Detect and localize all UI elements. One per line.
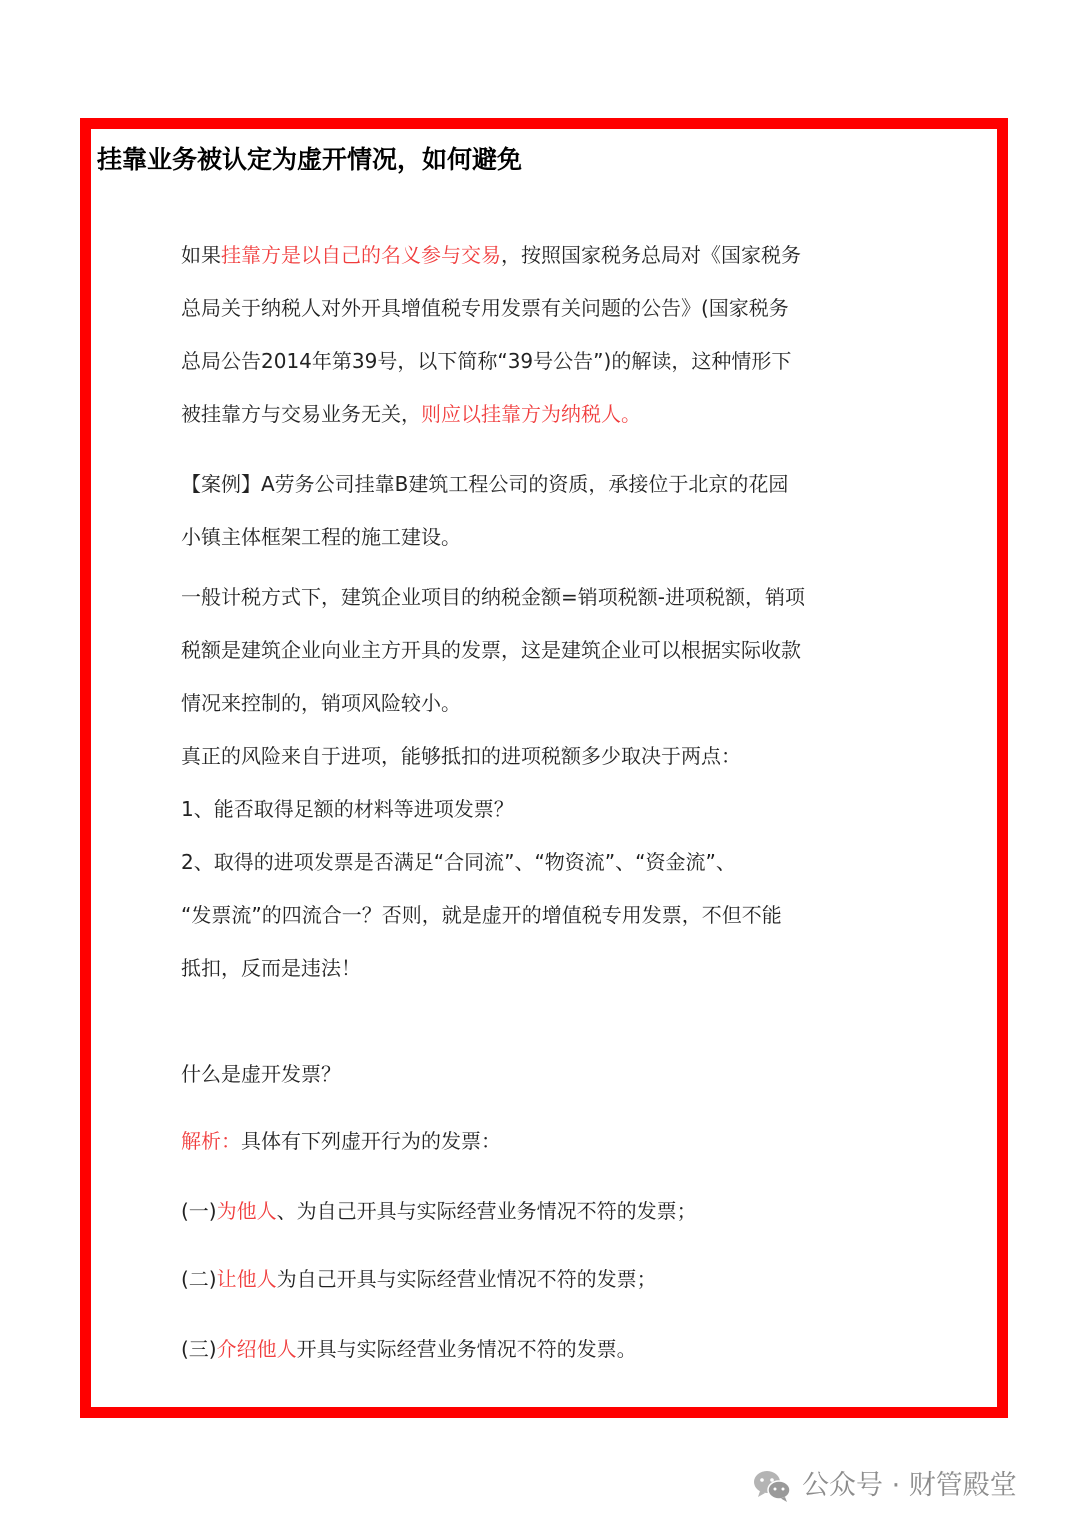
list-item [181,1333,637,1365]
list-item-text: 开具与实际经营业务情况不符的发票。 [296,1337,637,1361]
case-line-1: 【案例】A劳务公司挂靠B建筑工程公司的资质，承接位于北京的花园 [181,472,789,496]
paragraph-1-line-3: 总局公告2014年第39号，以下简称“39号公告”)的解读，这种情形下 [181,349,792,373]
paragraph-1-line-2: 总局关于纳税人对外开具增值税专用发票有关问题的公告》(国家税务 [181,296,789,320]
list-item-prefix: (二) [181,1267,217,1291]
highlight-text: 则应以挂靠方为纳税人。 [421,402,641,426]
document-title: 挂靠业务被认定为虚开情况，如何避免 [97,145,523,174]
point-1: 1、能否取得足额的材料等进项发票？ [181,797,514,821]
analysis-label: 解析： [181,1129,241,1153]
paragraph-3: 真正的风险来自于进项，能够抵扣的进项税额多少取决于两点： [181,744,741,768]
analysis-text: 具体有下列虚开行为的发票： [241,1129,501,1153]
point-2-line-2: “发票流”的四流合一？否则，就是虚开的增值税专用发票，不但不能 [181,903,782,927]
paragraph-1-line-1 [181,239,801,271]
list-item [181,1195,697,1227]
point-2-line-3: 抵扣，反而是违法！ [181,956,361,980]
list-item-text: 为自己开具与实际经营业情况不符的发票； [276,1267,657,1291]
paragraph-2-line-3: 情况来控制的，销项风险较小。 [181,691,461,715]
list-item-prefix: (三) [181,1337,217,1361]
list-item-text: 、为自己开具与实际经营业务情况不符的发票； [276,1199,697,1223]
case-line-2: 小镇主体框架工程的施工建设。 [181,525,461,549]
watermark-text: 公众号 · 财管殿堂 [802,1470,1017,1501]
paragraph-1-line-4 [181,398,641,430]
wechat-icon [752,1468,792,1504]
list-item-prefix: (一) [181,1199,217,1223]
point-2-line-1: 2、取得的进项发票是否满足“合同流”、“物资流”、“资金流”、 [181,850,736,874]
question-line: 什么是虚开发票？ [181,1062,341,1086]
list-item [181,1263,657,1295]
text-segment: 被挂靠方与交易业务无关， [181,402,421,426]
paragraph-2-line-1: 一般计税方式下，建筑企业项目的纳税金额=销项税额-进项税额，销项 [181,585,805,609]
text-segment: 如果 [181,243,221,267]
text-segment: ，按照国家税务总局对《国家税务 [501,243,801,267]
highlight-text: 挂靠方是以自己的名义参与交易 [221,243,501,267]
highlight-text: 为他人 [216,1199,277,1223]
watermark [752,1466,1017,1506]
paragraph-2-line-2: 税额是建筑企业向业主方开具的发票，这是建筑企业可以根据实际收款 [181,638,801,662]
highlight-text: 让他人 [216,1267,277,1291]
highlight-text: 介绍他人 [216,1337,297,1361]
analysis-line [181,1125,501,1157]
